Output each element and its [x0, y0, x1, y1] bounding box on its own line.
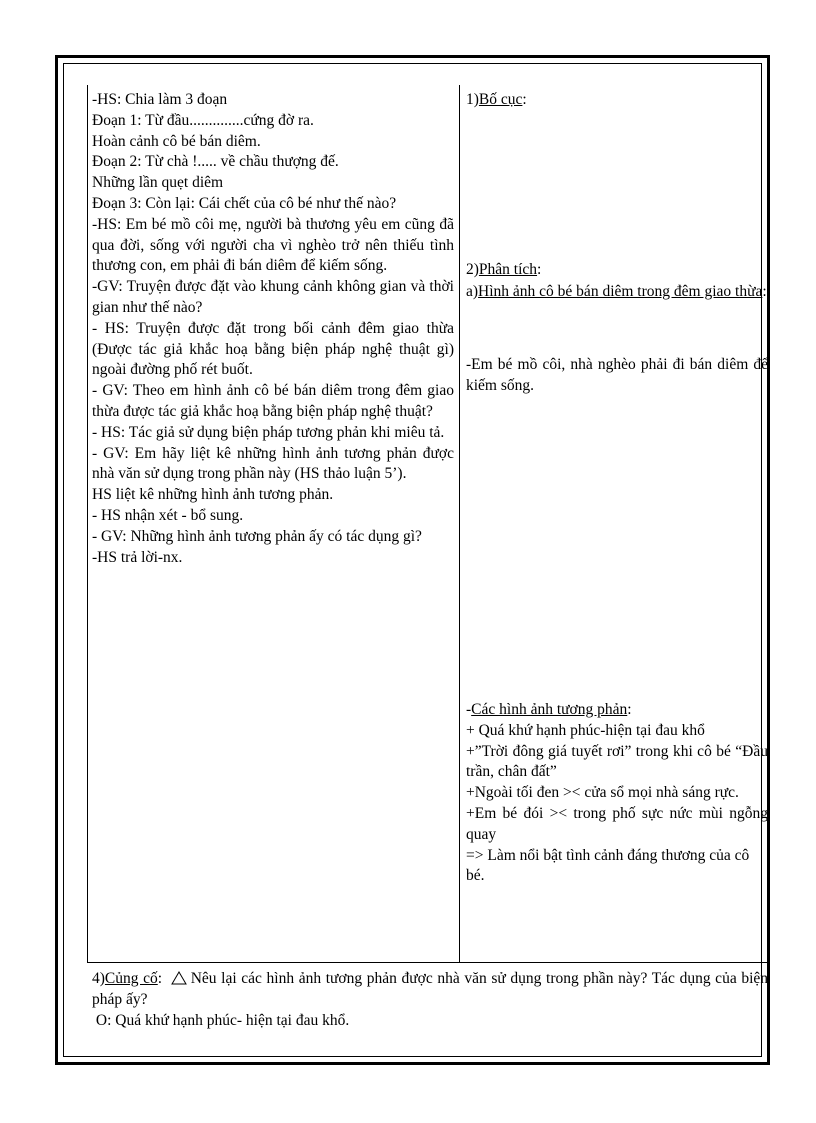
contrast-item: +Ngoài tối đen >< cửa sổ mọi nhà sáng rực. — [466, 784, 739, 802]
left-line: - GV: Em hãy liệt kê những hình ảnh tương phản được nhà văn sử dụng trong phần này (HS thảo luận 5’). — [92, 444, 454, 483]
consolidation-answer: O: Quá khứ hạnh phúc- hiện tại đau khổ. — [92, 1012, 350, 1029]
table-bottom-border — [87, 962, 769, 963]
contrast-item: => Làm nổi bật tình cảnh đáng thương của cô bé. — [466, 846, 750, 885]
orphan-description: -Em bé mồ côi, nhà nghèo phải đi bán diêm để kiếm sống. — [466, 356, 768, 394]
contrast-item: +Em bé đói >< trong phố sực nức mùi ngỗng quay — [466, 804, 768, 843]
left-line: - HS: Tác giả sử dụng biện pháp tương phản khi miêu tả. — [92, 423, 445, 441]
section-1-colon: : — [522, 91, 527, 108]
table-right-border — [768, 85, 769, 963]
subsection-a-number: a) — [466, 283, 479, 300]
section-1-title: Bố cục — [478, 91, 523, 108]
left-line: Đoạn 3: Còn lại: Cái chết của cô bé như thế nào? — [92, 194, 397, 212]
consolidation-title: Củng cố — [104, 970, 158, 987]
table-column-divider — [459, 85, 460, 963]
left-line: Hoàn cảnh cô bé bán diêm. — [92, 132, 261, 150]
section-2-number: 2) — [466, 261, 479, 278]
left-line: - HS nhận xét - bổ sung. — [92, 506, 244, 524]
contrast-title: Các hình ảnh tương phản — [471, 701, 628, 718]
consolidation-colon: : — [157, 970, 163, 987]
consolidation-number: 4) — [92, 970, 105, 987]
left-line: Đoạn 1: Từ đầu..............cứng đờ ra. — [92, 111, 314, 129]
left-line: -GV: Truyện được đặt vào khung cảnh không gian và thời gian như thế nào? — [92, 278, 454, 316]
left-line: -HS: Em bé mồ côi mẹ, người bà thương yêu em cũng đã qua đời, sống với người cha vì nghèo trở nên thiếu tình thương con, em phải đi bán diêm để kiếm sống. — [92, 215, 454, 275]
table-left-border — [87, 85, 88, 963]
section-2-colon: : — [537, 261, 542, 278]
subsection-a-heading — [466, 282, 768, 303]
left-line: - HS: Truyện được đặt trong bối cảnh đêm giao thừa (Được tác giả khắc hoạ bằng biện pháp nghệ thuật gì) ngoài đường phố rét buốt. — [92, 319, 454, 379]
left-line: -HS trả lời-nx. — [92, 548, 183, 566]
left-line: - GV: Theo em hình ảnh cô bé bán diêm trong đêm giao thừa được tác giả khắc hoạ bằng biện pháp nghệ thuật? — [92, 382, 454, 420]
section-1-number: 1) — [466, 91, 479, 108]
contrast-item: + Quá khứ hạnh phúc-hiện tại đau khổ — [466, 721, 705, 739]
left-line: Những lần quẹt diêm — [92, 174, 224, 192]
contrast-item: +”Trời đông giá tuyết rơi” trong khi cô bé “Đầu trần, chân đất” — [466, 742, 768, 781]
contrast-heading — [466, 700, 768, 721]
subsection-a-title: Hình ảnh cô bé bán diêm trong đêm giao thừa — [478, 283, 763, 300]
subsection-a-colon: : — [762, 283, 767, 300]
consolidation-section — [92, 968, 768, 1031]
triangle-icon — [171, 971, 187, 985]
section-2-title: Phân tích — [478, 261, 538, 278]
section-1-heading — [466, 90, 527, 111]
section-2-heading — [466, 260, 541, 281]
contrast-dash: - — [466, 701, 472, 718]
contrast-colon: : — [627, 701, 632, 718]
left-line: Đoạn 2: Từ chà !..... về chầu thượng đế. — [92, 153, 339, 171]
left-line: -HS: Chia làm 3 đoạn — [92, 91, 228, 108]
left-line: HS liệt kê những hình ảnh tương phản. — [92, 486, 334, 504]
consolidation-question-line — [92, 968, 768, 1010]
left-line: - GV: Những hình ảnh tương phản ấy có tác dụng gì? — [92, 527, 422, 545]
teacher-student-activity-column — [92, 90, 454, 568]
contrast-section — [466, 700, 768, 887]
consolidation-question: Nêu lại các hình ảnh tương phản được nhà văn sử dụng trong phần này? Tác dụng của biện pháp ấy? — [92, 970, 769, 1008]
